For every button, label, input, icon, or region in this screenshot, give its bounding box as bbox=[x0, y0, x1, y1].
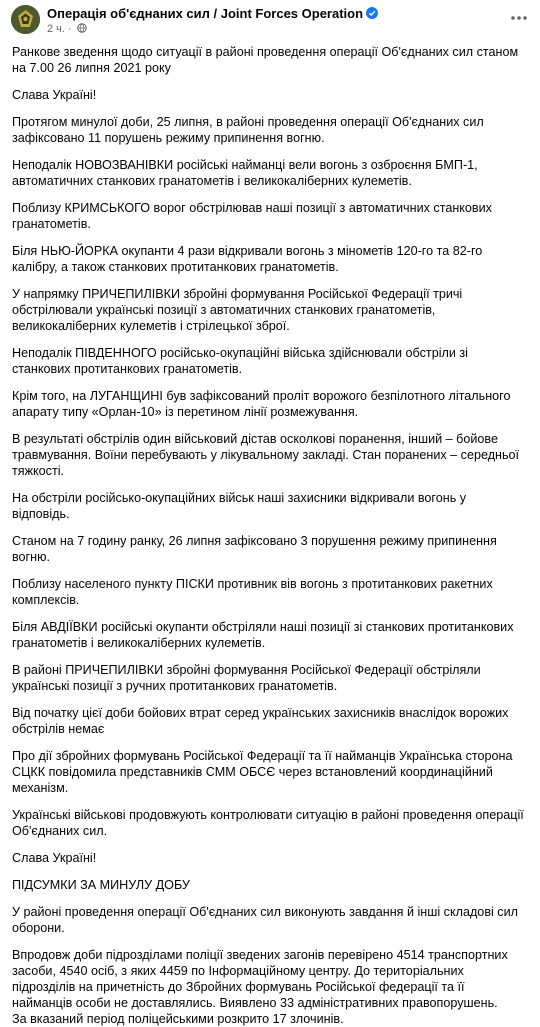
post-header bbox=[0, 0, 540, 44]
page-avatar[interactable] bbox=[11, 5, 40, 34]
post-paragraph: В результаті обстрілів один військовий дістав осколкові поранення, інший – бойове травмування. Воїни перебувають у лікувальному закладі. Стан поранених – середньої тяжкості. bbox=[12, 432, 520, 478]
post-paragraph: Поблизу населеного пункту ПІСКИ противник вів вогонь з протитанкових ракетних комплексів. bbox=[12, 577, 493, 607]
post-paragraph: Українські військові продовжують контролювати ситуацію в районі проведення операції Об'єднаних сил. bbox=[12, 808, 524, 838]
post-paragraph: У районі проведення операції Об'єднаних сил виконують завдання й інші складові сил оборони. bbox=[12, 905, 518, 935]
more-options-icon[interactable] bbox=[508, 10, 530, 26]
summary-heading: ПІДСУМКИ ЗА МИНУЛУ ДОБУ bbox=[12, 878, 190, 892]
post-paragraph: У напрямку ПРИЧЕПИЛІВКИ збройні формування Російської Федерації тричі обстрілювали українські позиції з автоматичних станкових гранатометів, великокаліберних кулеметів і стрілецької зброї. bbox=[12, 287, 463, 333]
verified-badge-icon bbox=[366, 7, 378, 19]
post-paragraph: Про дії збройних формувань Російської Федерації та її найманців Українська сторона СЦКК повідомила представників СММ ОБСЄ через встановлений координаційний механізм. bbox=[12, 749, 513, 795]
globe-icon bbox=[77, 23, 87, 33]
post-paragraph: Неподалік НОВОЗВАНІВКИ російські найманці вели вогонь з озброєння БМП-1, автоматичних станкових гранатометів і великокаліберних кулеметів. bbox=[12, 158, 478, 188]
post-paragraph: Слава Україні! bbox=[12, 851, 97, 865]
post-paragraph: Поблизу КРИМСЬКОГО ворог обстрілював наші позиції з автоматичних станкових гранатометів. bbox=[12, 201, 492, 231]
post-paragraph: Ранкове зведення щодо ситуації в районі проведення операції Об'єднаних сил станом на 7.00 26 липня 2021 року bbox=[12, 45, 519, 75]
meta-separator: · bbox=[68, 23, 72, 35]
page-name[interactable]: Операція об'єднаних сил / Joint Forces Operation bbox=[47, 6, 364, 21]
post-paragraph: Неподалік ПІВДЕННОГО російсько-окупаційні війська здійснювали обстріли зі станкових протитанкових гранатометів. bbox=[12, 346, 468, 376]
post-timestamp[interactable]: 2 ч. bbox=[47, 23, 65, 35]
post-paragraph: На обстріли російсько-окупаційних військ наші захисники відкривали вогонь у відповідь. bbox=[12, 491, 467, 521]
post-paragraph: Впродовж доби підрозділами поліції зведених загонів перевірено 4514 транспортних засоби, 4540 осіб, з яких 4459 по Інформаційному центру. До територіальних підрозділів на причетність до Збройних формувань Російської федерації та її найманців особи не доставлялись. Виявлено 33 адміністративних правопорушень. bbox=[12, 948, 508, 1010]
jfo-emblem-icon bbox=[11, 5, 40, 34]
post-paragraph: Слава Україні! bbox=[12, 88, 97, 102]
post-paragraph: Від початку цієї доби бойових втрат серед українських захисників внаслідок ворожих обстрілів немає bbox=[12, 706, 509, 736]
post-paragraph: Протягом минулої доби, 25 липня, в районі проведення операції Об'єднаних сил зафіксовано 11 порушень режиму припинення вогню. bbox=[12, 115, 484, 145]
post-paragraph: Біля НЬЮ-ЙОРКА окупанти 4 рази відкривали вогонь з мінометів 120-го та 82-го калібру, а також станкових протитанкових гранатометів. bbox=[12, 244, 483, 274]
post-body bbox=[0, 44, 540, 1027]
page-name-link[interactable] bbox=[47, 6, 378, 21]
post-paragraph: Біля АВДІЇВКИ російські окупанти обстріляли наші позиції зі станкових протитанкових гранатометів і великокаліберних кулеметів. bbox=[12, 620, 514, 650]
post-paragraph: Крім того, на ЛУГАНЩИНІ був зафіксований проліт ворожого безпілотного літального апарату типу «Орлан-10» із перетином лінії розмежування. bbox=[12, 389, 511, 419]
post-paragraph: За вказаний період поліцейськими розкрито 17 злочинів. bbox=[12, 1012, 344, 1026]
post-meta bbox=[47, 23, 87, 35]
post-paragraph: Станом на 7 годину ранку, 26 липня зафіксовано 3 порушення режиму припинення вогню. bbox=[12, 534, 497, 564]
post-paragraph: В районі ПРИЧЕПИЛІВКИ збройні формування Російської Федерації обстріляли українські позиції з ручних протитанкових гранатометів. bbox=[12, 663, 481, 693]
